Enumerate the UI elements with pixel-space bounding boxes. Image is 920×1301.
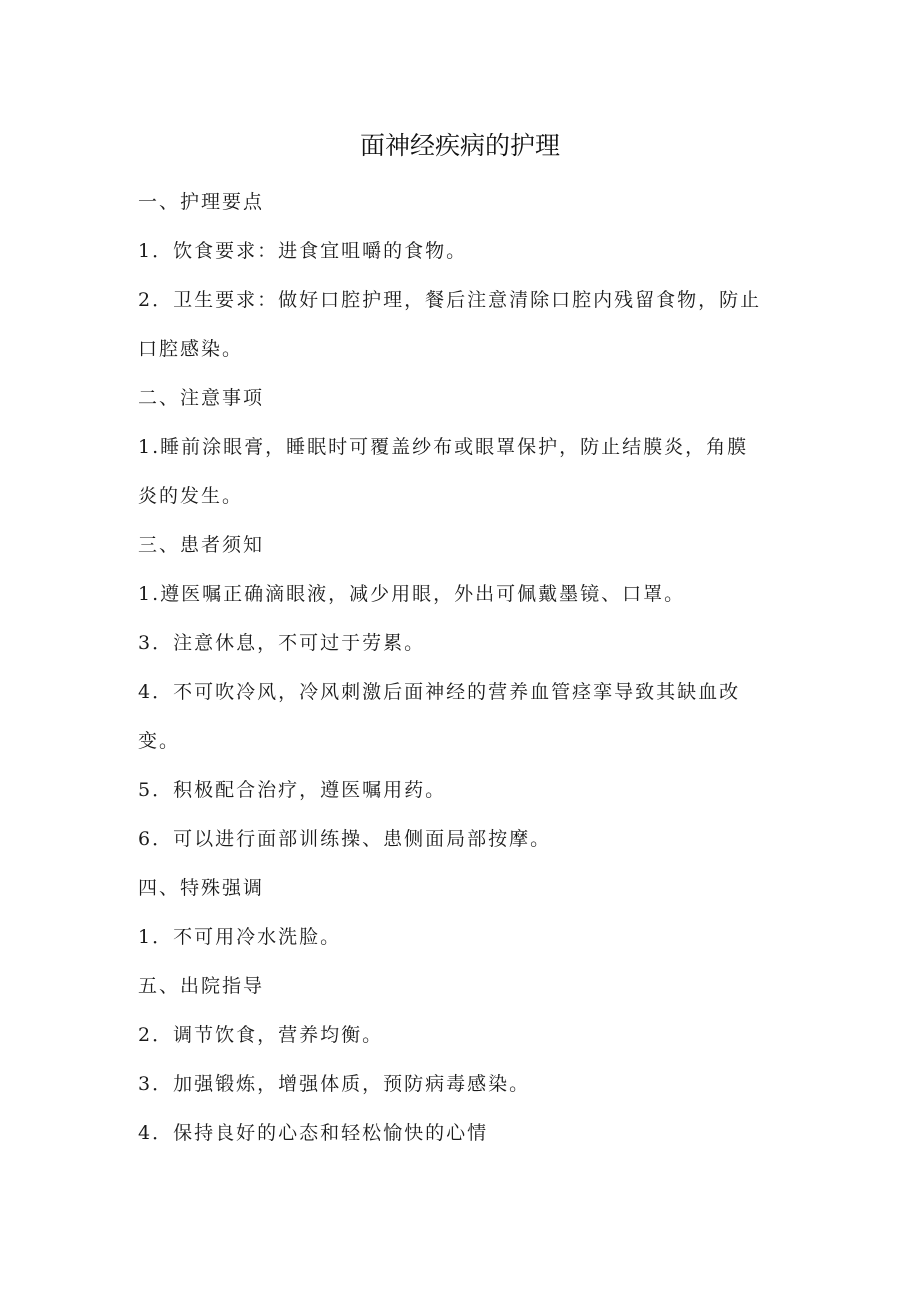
section-heading: 四、特殊强调 <box>138 877 265 899</box>
paragraph-line: 1.遵医嘱正确滴眼液，减少用眼，外出可佩戴墨镜、口罩。 <box>138 583 686 605</box>
paragraph-line: 1.睡前涂眼膏，睡眠时可覆盖纱布或眼罩保护，防止结膜炎，角膜 <box>138 436 749 458</box>
paragraph-line: 1．饮食要求：进食宜咀嚼的食物。 <box>138 240 468 262</box>
paragraph-line: 2．卫生要求：做好口腔护理，餐后注意清除口腔内残留食物，防止 <box>138 289 762 311</box>
section-heading: 一、护理要点 <box>138 191 265 213</box>
section-heading: 五、出院指导 <box>138 975 265 997</box>
paragraph-line: 6．可以进行面部训练操、患侧面局部按摩。 <box>138 828 552 850</box>
document-body <box>138 178 788 1158</box>
paragraph-line: 3．注意休息，不可过于劳累。 <box>138 632 426 654</box>
paragraph-line: 2．调节饮食，营养均衡。 <box>138 1024 384 1046</box>
paragraph-line: 变。 <box>138 730 181 752</box>
paragraph-line: 4．保持良好的心态和轻松愉快的心情 <box>138 1122 489 1144</box>
paragraph-line: 4．不可吹冷风，冷风刺激后面神经的营养血管痉挛导致其缺血改 <box>138 681 741 703</box>
paragraph-line: 1．不可用冷水洗脸。 <box>138 926 342 948</box>
paragraph-line: 5．积极配合治疗，遵医嘱用药。 <box>138 779 447 801</box>
section-heading: 三、患者须知 <box>138 534 265 556</box>
paragraph-line: 炎的发生。 <box>138 485 244 507</box>
paragraph-line: 口腔感染。 <box>138 338 244 360</box>
section-heading: 二、注意事项 <box>138 387 265 409</box>
paragraph-line: 3．加强锻炼，增强体质，预防病毒感染。 <box>138 1073 531 1095</box>
document-title: 面神经疾病的护理 <box>359 131 560 160</box>
